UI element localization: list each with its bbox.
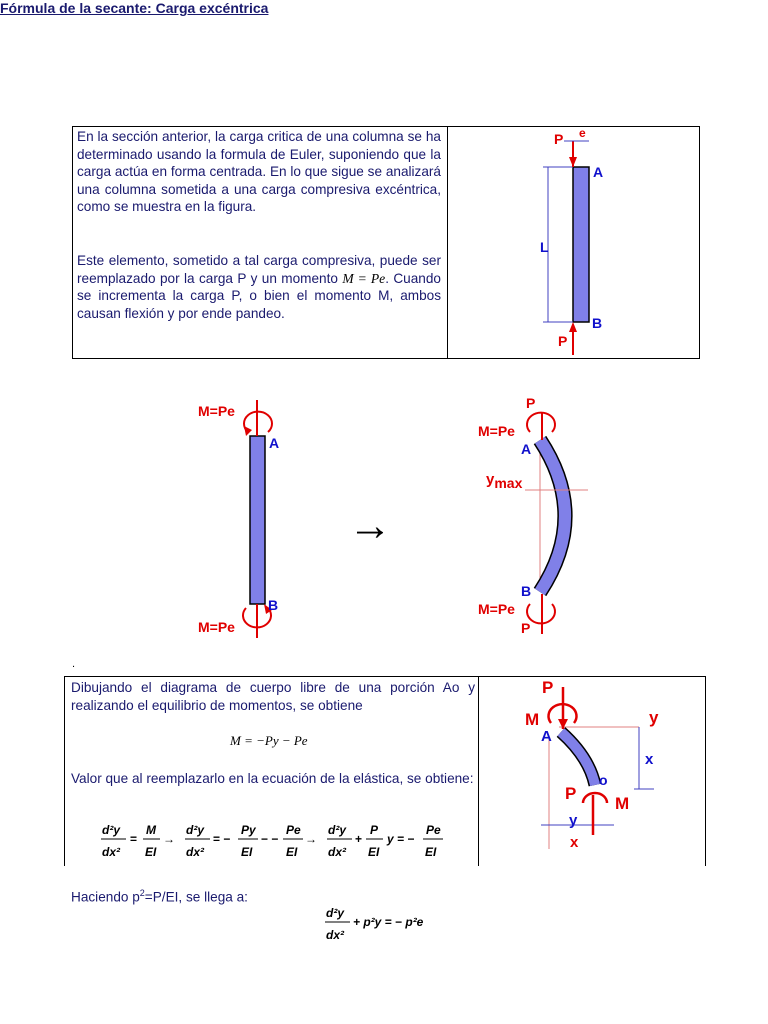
page-title: Fórmula de la secante: Carga excéntrica	[0, 0, 269, 16]
intro-text-1: En la sección anterior, la carga critica de una columna se ha determinado usando la formula de Euler, suponiendo que la carga actúa en forma centrada. En lo que sigue se analizará una columna sometida a una carga compresiva excéntrica, como se muestra en la figura.	[77, 129, 441, 214]
load-label-mid-fbd: P	[565, 784, 577, 803]
eccentric-column-figure	[448, 127, 699, 358]
x-dimension-label: x	[645, 751, 654, 768]
eq-arrow-2: →	[305, 832, 317, 846]
frac6-den: dx²	[328, 845, 346, 859]
frac6-num: d²y	[328, 823, 346, 837]
frac3-den: dx²	[186, 845, 204, 859]
frac1-num: d²y	[102, 823, 120, 837]
eq-equals-minus: = −	[213, 832, 231, 846]
substitution-superscript: 2	[139, 888, 145, 898]
final-frac-num: d²y	[326, 906, 344, 920]
derivation-paragraph-1	[71, 679, 475, 714]
moment-label-mid-fbd: M	[615, 794, 630, 813]
frac1-den: dx²	[102, 845, 120, 859]
bent-load-label-bottom: P	[521, 620, 531, 636]
point-a-label-right: A	[521, 441, 532, 457]
frac2-num: M	[146, 823, 156, 837]
eq-y-term: y = −	[387, 832, 415, 846]
free-body-figure	[479, 677, 705, 865]
derivation-paragraph-2	[71, 770, 475, 788]
load-arrowhead-top	[569, 157, 577, 167]
intro-text-2b: . Cuando se incrementa la carga P, o bien el momento M, ambos causan flexión y por ende pandeo.	[77, 270, 441, 321]
eccentricity-label: e	[579, 127, 586, 140]
straight-column-body	[250, 436, 265, 604]
transformation-arrow: →	[348, 501, 392, 550]
load-label-top-fbd: P	[542, 678, 554, 697]
point-a-label-left: A	[269, 435, 280, 451]
stray-dot: .	[72, 658, 76, 670]
moment-equation: M = −Py − Pe	[230, 733, 308, 748]
frac8-den: EI	[425, 845, 437, 859]
x-axis-label: x	[570, 834, 579, 851]
load-label-top: P	[554, 131, 564, 147]
ymax-label	[486, 471, 523, 491]
moment-equivalence-figure	[190, 392, 610, 642]
frac3-num: d²y	[186, 823, 204, 837]
final-eq-rest: + p²y = − p²e	[353, 915, 424, 929]
y-dimension-label: y	[569, 812, 578, 829]
eq-equals-1: =	[130, 832, 138, 846]
load-label-bottom: P	[558, 333, 568, 349]
eq-arrow-1: →	[163, 832, 175, 846]
point-b-label-right: B	[521, 583, 532, 599]
frac4-num: Py	[241, 823, 256, 837]
frac5-den: EI	[286, 845, 298, 859]
point-a-label-fbd: A	[541, 728, 552, 745]
point-b-label-left: B	[268, 597, 279, 613]
moment-arrowhead-top	[244, 426, 252, 436]
point-o-label: o	[599, 772, 608, 788]
intro-moment-equation: M = Pe	[342, 270, 386, 286]
frac4-den: EI	[241, 845, 253, 859]
intro-text-2a: Este elemento, sometido a tal carga compresiva, puede ser reemplazado por la carga P y un momento	[77, 253, 441, 286]
final-differential-equation	[322, 903, 472, 949]
length-label: L	[540, 239, 549, 255]
final-frac-den: dx²	[326, 928, 344, 942]
substitution-text-b: =P/EI, se llega a:	[144, 889, 248, 905]
load-arrowhead-bottom	[569, 322, 577, 332]
point-b-label: B	[592, 315, 603, 331]
frac8-num: Pe	[426, 823, 441, 837]
moment-label-bottom-left: M=Pe	[198, 619, 235, 635]
elastic-equation-chain	[98, 820, 458, 864]
intro-paragraph-2	[77, 252, 441, 322]
frac5-num: Pe	[286, 823, 301, 837]
derivation-text-1: Dibujando el diagrama de cuerpo libre de una porción Ao y realizando el equilibrio de momentos, se obtiene	[71, 680, 475, 713]
eq-plus: +	[355, 832, 363, 846]
bent-column-body	[540, 440, 565, 592]
moment-label-top-fbd: M	[525, 710, 540, 729]
eq-minus-minus: − −	[261, 832, 279, 846]
derivation-text-2: Valor que al reemplazarlo en la ecuación de la elástica, se obtiene:	[71, 771, 474, 786]
column-body	[573, 167, 589, 322]
moment-label-top-right: M=Pe	[478, 423, 515, 439]
ymax-symbol: y	[486, 471, 495, 488]
moment-label-top-left: M=Pe	[198, 403, 235, 419]
frac2-den: EI	[145, 845, 157, 859]
ymax-subscript: max	[494, 475, 523, 491]
frac7-num: P	[370, 823, 379, 837]
intro-paragraph-1	[77, 128, 441, 216]
bent-load-label-top: P	[526, 395, 536, 411]
frac7-den: EI	[368, 845, 380, 859]
substitution-text-a: Haciendo p	[71, 889, 140, 905]
point-a-label: A	[593, 164, 604, 180]
y-axis-label: y	[649, 708, 659, 727]
moment-label-bottom-right: M=Pe	[478, 601, 515, 617]
moment-arc-mid-fbd	[583, 793, 607, 803]
